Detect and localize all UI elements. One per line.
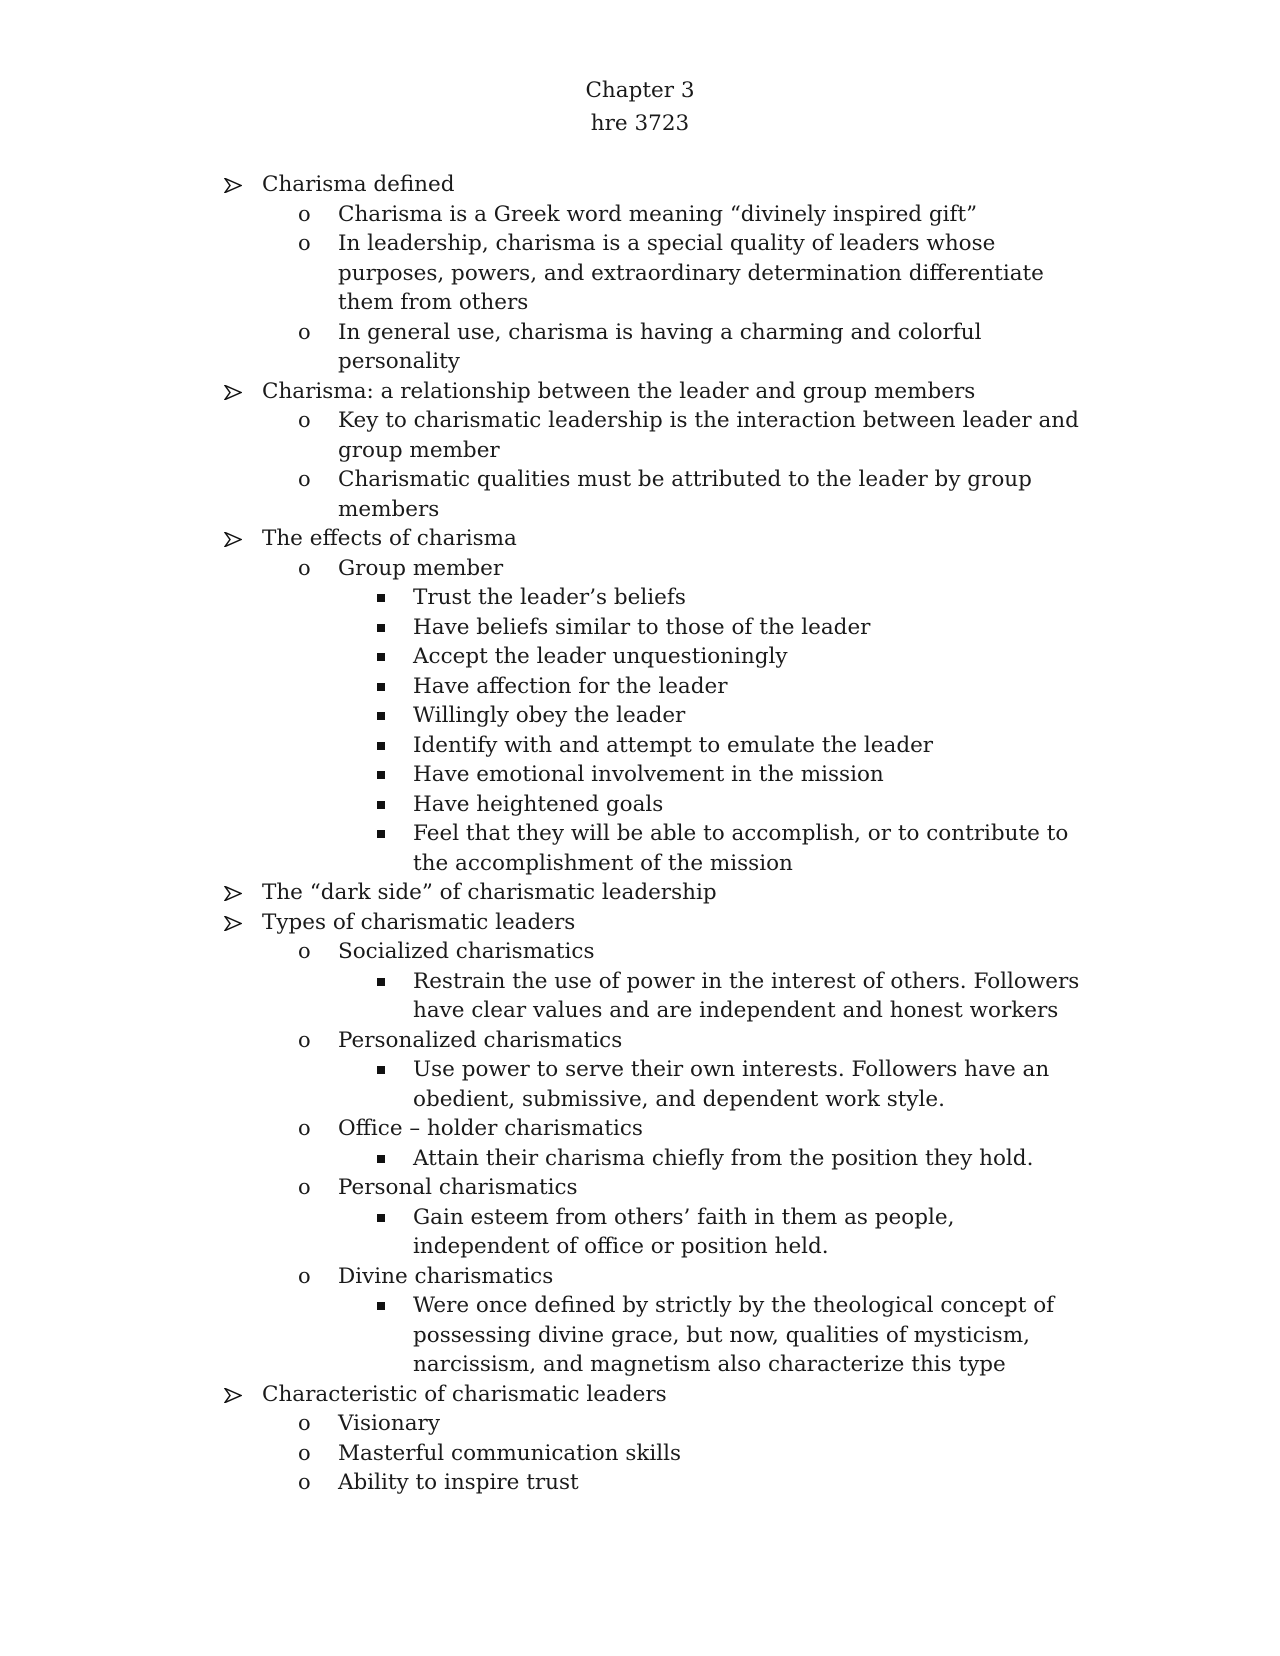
outline-item-text: Have affection for the leader — [413, 673, 728, 699]
square-bullet-icon — [377, 1302, 385, 1310]
outline-item-text: Characteristic of charismatic leaders — [262, 1381, 667, 1407]
hollow-circle-bullet-icon: o — [298, 201, 311, 226]
square-bullet-icon — [377, 1066, 385, 1074]
outline-item-level-1 — [0, 170, 1280, 200]
outline-item-text: Have beliefs similar to those of the leader — [413, 614, 871, 640]
hollow-circle-bullet-icon: o — [298, 555, 311, 580]
outline-item-level-3 — [0, 672, 1280, 702]
outline-item-text: Trust the leader’s beliefs — [413, 585, 686, 610]
hollow-circle-bullet-icon: o — [298, 1470, 311, 1494]
outline-item-text: Socialized charismatics — [338, 939, 595, 964]
outline-item-level-2 — [0, 1173, 1280, 1203]
outline-item-text: Willingly obey the leader — [413, 703, 686, 728]
outline-item-text: Key to charismatic leadership is the interaction between leader and group member — [338, 408, 1079, 463]
outline-item-text: Gain esteem from others’ faith in them as people, independent of office or position held. — [413, 1204, 955, 1259]
square-bullet-icon — [377, 653, 385, 661]
outline-item-text: Visionary — [338, 1411, 440, 1436]
hollow-circle-bullet-icon: o — [298, 1116, 311, 1140]
hollow-circle-bullet-icon: o — [298, 1175, 311, 1199]
outline-item-level-2 — [0, 1026, 1280, 1056]
square-bullet-icon — [377, 742, 385, 750]
outline-item-level-2 — [0, 229, 1280, 318]
outline-item-level-2 — [0, 937, 1280, 967]
square-bullet-icon — [377, 801, 385, 809]
arrowhead-bullet-icon — [224, 524, 246, 554]
hollow-circle-bullet-icon: o — [298, 231, 311, 255]
outline-item-text: Divine charismatics — [338, 1263, 554, 1289]
outline-item-text: Office – holder charismatics — [338, 1116, 643, 1141]
outline-item-level-3 — [0, 731, 1280, 761]
outline-item-text: Identify with and attempt to emulate the leader — [413, 732, 934, 758]
outline-item-text: Have emotional involvement in the mission — [413, 762, 884, 787]
outline-item-text: Were once defined by strictly by the theological concept of possessing divine grace, but now, qualities of mysticism, narcissism, and magnetism also characterize this type — [413, 1293, 1055, 1377]
outline-item-level-2 — [0, 318, 1280, 377]
square-bullet-icon — [377, 830, 385, 838]
outline-item-level-2 — [0, 1262, 1280, 1292]
outline-item-text: Personalized charismatics — [338, 1027, 623, 1053]
outline-item-level-1 — [0, 524, 1280, 554]
square-bullet-icon — [377, 978, 385, 986]
hollow-circle-bullet-icon: o — [298, 1440, 311, 1465]
outline-item-level-3 — [0, 583, 1280, 613]
outline-item-text: Charisma is a Greek word meaning “divinely inspired gift” — [338, 201, 978, 227]
outline-item-text: Ability to inspire trust — [338, 1470, 579, 1495]
outline-item-text: Attain their charisma chiefly from the position they hold. — [413, 1145, 1034, 1171]
outline-item-text: Charisma defined — [262, 172, 455, 197]
outline-item-level-3 — [0, 1144, 1280, 1174]
square-bullet-icon — [377, 712, 385, 720]
outline-item-level-1 — [0, 377, 1280, 407]
outline-item-text: Charisma: a relationship between the leader and group members — [262, 378, 976, 404]
outline-item-level-3 — [0, 642, 1280, 672]
outline-item-text: Restrain the use of power in the interest of others. Followers have clear values and are independent and honest workers — [413, 968, 1080, 1023]
arrowhead-bullet-icon — [224, 1380, 246, 1410]
square-bullet-icon — [377, 1214, 385, 1222]
square-bullet-icon — [377, 771, 385, 779]
outline-item-text: Charismatic qualities must be attributed to the leader by group members — [338, 467, 1032, 522]
outline-item-level-2 — [0, 1439, 1280, 1469]
hollow-circle-bullet-icon: o — [298, 467, 311, 491]
outline-item-level-2 — [0, 465, 1280, 524]
hollow-circle-bullet-icon: o — [298, 939, 311, 963]
outline-item-level-1 — [0, 1380, 1280, 1410]
hollow-circle-bullet-icon: o — [298, 408, 311, 432]
outline-item-text: Types of charismatic leaders — [262, 909, 576, 935]
outline-item-level-3 — [0, 967, 1280, 1026]
outline-item-level-2 — [0, 1409, 1280, 1439]
hollow-circle-bullet-icon: o — [298, 319, 311, 344]
outline-item-text: Use power to serve their own interests. Followers have an obedient, submissive, and dependent work style. — [413, 1057, 1050, 1112]
hollow-circle-bullet-icon: o — [298, 1411, 311, 1435]
outline-item-level-2 — [0, 1114, 1280, 1144]
outline-item-text: The “dark side” of charismatic leadership — [262, 880, 717, 905]
outline-item-text: In general use, charisma is having a charming and colorful personality — [338, 319, 982, 374]
outline-item-level-3 — [0, 1291, 1280, 1380]
outline-item-text: Have heightened goals — [413, 791, 664, 817]
outline-item-level-3 — [0, 819, 1280, 878]
arrowhead-bullet-icon — [224, 377, 246, 407]
hollow-circle-bullet-icon: o — [298, 1027, 311, 1052]
arrowhead-bullet-icon — [224, 170, 246, 200]
page-title: Chapter 3 — [585, 78, 695, 103]
square-bullet-icon — [377, 1155, 385, 1163]
arrowhead-bullet-icon — [224, 908, 246, 938]
outline-item-text: Feel that they will be able to accomplish, or to contribute to the accomplishment of the mission — [413, 821, 1069, 876]
outline-item-level-3 — [0, 1055, 1280, 1114]
hollow-circle-bullet-icon: o — [298, 1263, 311, 1288]
outline-item-level-2 — [0, 1468, 1280, 1498]
outline-item-text: Masterful communication skills — [338, 1440, 682, 1466]
outline-item-text: Group member — [338, 555, 504, 581]
outline-item-text: Accept the leader unquestioningly — [413, 644, 788, 669]
outline-item-level-1 — [0, 908, 1280, 938]
outline-item-level-3 — [0, 760, 1280, 790]
outline-item-level-1 — [0, 878, 1280, 908]
arrowhead-bullet-icon — [224, 878, 246, 908]
outline-item-level-2 — [0, 406, 1280, 465]
outline-item-text: Personal charismatics — [338, 1175, 578, 1200]
outline-item-level-3 — [0, 790, 1280, 820]
outline-item-level-2 — [0, 554, 1280, 584]
outline-item-text: The effects of charisma — [262, 526, 517, 551]
square-bullet-icon — [377, 683, 385, 691]
outline-item-level-3 — [0, 701, 1280, 731]
page-subtitle: hre 3723 — [590, 111, 690, 136]
outline-item-text: In leadership, charisma is a special quality of leaders whose purposes, powers, and extraordinary determination differentiate them from others — [338, 231, 1044, 315]
square-bullet-icon — [377, 624, 385, 632]
bullet-outline — [0, 170, 1280, 1498]
outline-item-level-2 — [0, 200, 1280, 230]
square-bullet-icon — [377, 594, 385, 602]
outline-item-level-3 — [0, 613, 1280, 643]
outline-item-level-3 — [0, 1203, 1280, 1262]
